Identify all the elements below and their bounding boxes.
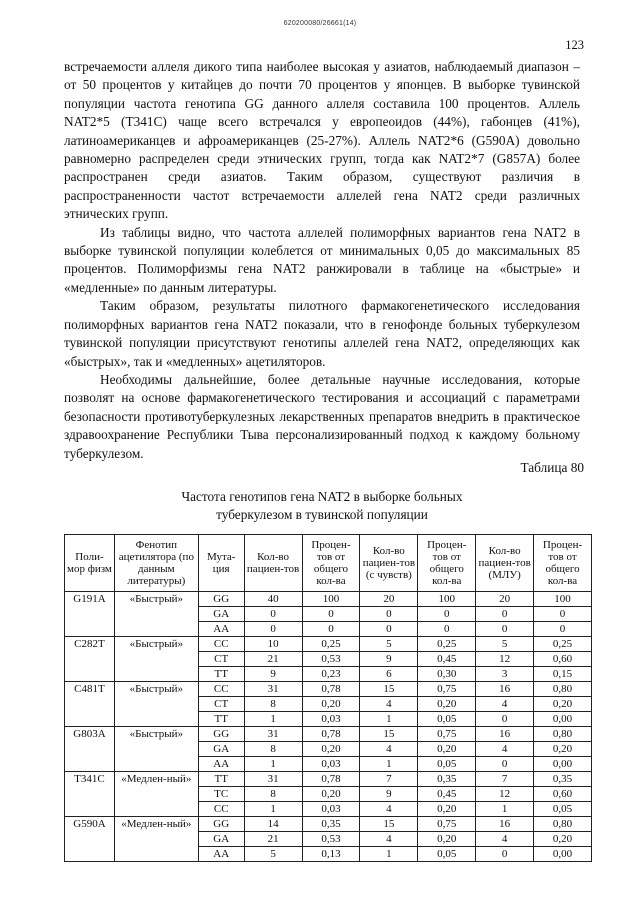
paragraph: Необходимы дальнейшие, более детальные научные исследования, которые позволят на основе фармакогенетического тестирования и ассоциаций с параметрами безопасности противотуберкулезных лекарственных препаратов внедрить в практическое здравоохранение Республики Тыва персонализированный подход к каждому больному туберкулезом. <box>64 371 580 461</box>
value-cell: 12 <box>476 787 534 802</box>
value-cell: 0,05 <box>418 712 476 727</box>
value-cell: 0,35 <box>302 817 360 832</box>
header-mutation: Мута-ция <box>198 535 244 592</box>
value-cell: 0,03 <box>302 757 360 772</box>
header-polymorphism: Поли-мор физм <box>65 535 115 592</box>
mutation-cell: CC <box>198 802 244 817</box>
value-cell: 0,35 <box>534 772 592 787</box>
value-cell: 15 <box>360 727 418 742</box>
value-cell: 15 <box>360 682 418 697</box>
phenotype-cell: «Медлен-ный» <box>114 817 198 862</box>
value-cell: 0,20 <box>534 832 592 847</box>
value-cell: 5 <box>360 637 418 652</box>
value-cell: 16 <box>476 817 534 832</box>
value-cell: 0,78 <box>302 727 360 742</box>
value-cell: 20 <box>360 592 418 607</box>
value-cell: 15 <box>360 817 418 832</box>
value-cell: 31 <box>244 727 302 742</box>
value-cell: 0,20 <box>302 742 360 757</box>
mutation-cell: AA <box>198 757 244 772</box>
paragraph: Из таблицы видно, что частота аллелей полиморфных вариантов гена NAT2 в выборке тувинской популяции колеблется от минимальных 0,05 до максимальных 85 процентов. Полиморфизмы гена NAT2 ранжировали в таблице на «быстрые» и «медленные» по данным литературы. <box>64 224 580 295</box>
polymorphism-cell: T341C <box>65 772 115 817</box>
header-patients-mdr: Кол-во пациен-тов (МЛУ) <box>476 535 534 592</box>
document-id: 620200080/26661(14) <box>283 20 357 27</box>
value-cell: 16 <box>476 727 534 742</box>
value-cell: 0 <box>476 757 534 772</box>
value-cell: 0 <box>476 607 534 622</box>
value-cell: 3 <box>476 667 534 682</box>
mutation-cell: AA <box>198 622 244 637</box>
value-cell: 0 <box>302 622 360 637</box>
value-cell: 1 <box>244 757 302 772</box>
table-row <box>65 637 592 652</box>
phenotype-cell: «Медлен-ный» <box>114 772 198 817</box>
phenotype-cell: «Быстрый» <box>114 727 198 772</box>
value-cell: 7 <box>476 772 534 787</box>
value-cell: 0,05 <box>534 802 592 817</box>
mutation-cell: CC <box>198 682 244 697</box>
value-cell: 14 <box>244 817 302 832</box>
table-title <box>64 488 580 524</box>
table-label: Таблица 80 <box>520 460 584 475</box>
mutation-cell: GA <box>198 742 244 757</box>
value-cell: 0,03 <box>302 802 360 817</box>
value-cell: 0,25 <box>534 637 592 652</box>
page-number: 123 <box>565 38 584 52</box>
value-cell: 0,15 <box>534 667 592 682</box>
header-phenotype: Фенотип ацетилятора (по данным литературы) <box>114 535 198 592</box>
value-cell: 0,78 <box>302 682 360 697</box>
value-cell: 0,75 <box>418 727 476 742</box>
header-patients-sensitive: Кол-во пациен-тов (с чувств) <box>360 535 418 592</box>
phenotype-cell: «Быстрый» <box>114 682 198 727</box>
value-cell: 4 <box>360 802 418 817</box>
value-cell: 1 <box>360 757 418 772</box>
value-cell: 1 <box>244 712 302 727</box>
value-cell: 4 <box>360 832 418 847</box>
value-cell: 5 <box>476 637 534 652</box>
value-cell: 9 <box>360 652 418 667</box>
value-cell: 31 <box>244 682 302 697</box>
table-title-line: туберкулезом в тувинской популяции <box>216 507 428 522</box>
value-cell: 0 <box>244 607 302 622</box>
value-cell: 8 <box>244 697 302 712</box>
value-cell: 0 <box>534 622 592 637</box>
value-cell: 0,05 <box>418 847 476 862</box>
value-cell: 4 <box>360 742 418 757</box>
table-header-row <box>65 535 592 592</box>
value-cell: 4 <box>476 742 534 757</box>
table-row <box>65 592 592 607</box>
value-cell: 0 <box>476 622 534 637</box>
mutation-cell: GG <box>198 817 244 832</box>
value-cell: 0 <box>534 607 592 622</box>
polymorphism-cell: G803A <box>65 727 115 772</box>
value-cell: 8 <box>244 742 302 757</box>
value-cell: 0 <box>418 622 476 637</box>
value-cell: 0,45 <box>418 652 476 667</box>
value-cell: 0,75 <box>418 817 476 832</box>
value-cell: 1 <box>360 847 418 862</box>
value-cell: 100 <box>418 592 476 607</box>
polymorphism-cell: C481T <box>65 682 115 727</box>
mutation-cell: TT <box>198 712 244 727</box>
value-cell: 21 <box>244 652 302 667</box>
value-cell: 0,05 <box>418 757 476 772</box>
value-cell: 0 <box>476 712 534 727</box>
value-cell: 12 <box>476 652 534 667</box>
value-cell: 21 <box>244 832 302 847</box>
value-cell: 0,35 <box>418 772 476 787</box>
mutation-cell: TT <box>198 667 244 682</box>
value-cell: 0,75 <box>418 682 476 697</box>
polymorphism-cell: C282T <box>65 637 115 682</box>
value-cell: 0,03 <box>302 712 360 727</box>
table-title-line: Частота генотипов гена NAT2 в выборке больных <box>181 489 463 504</box>
value-cell: 0,78 <box>302 772 360 787</box>
mutation-cell: AA <box>198 847 244 862</box>
mutation-cell: CC <box>198 637 244 652</box>
value-cell: 0,53 <box>302 832 360 847</box>
phenotype-cell: «Быстрый» <box>114 637 198 682</box>
value-cell: 9 <box>360 787 418 802</box>
value-cell: 1 <box>244 802 302 817</box>
polymorphism-cell: G191A <box>65 592 115 637</box>
value-cell: 7 <box>360 772 418 787</box>
value-cell: 0 <box>360 607 418 622</box>
value-cell: 0,20 <box>418 802 476 817</box>
value-cell: 1 <box>476 802 534 817</box>
polymorphism-cell: G590A <box>65 817 115 862</box>
value-cell: 5 <box>244 847 302 862</box>
mutation-cell: GA <box>198 832 244 847</box>
header-patients: Кол-во пациен-тов <box>244 535 302 592</box>
value-cell: 0,20 <box>418 742 476 757</box>
value-cell: 0,25 <box>302 637 360 652</box>
value-cell: 31 <box>244 772 302 787</box>
value-cell: 0,13 <box>302 847 360 862</box>
value-cell: 0,20 <box>302 787 360 802</box>
value-cell: 100 <box>302 592 360 607</box>
header-percent-sensitive: Процен-тов от общего кол-ва <box>418 535 476 592</box>
value-cell: 20 <box>476 592 534 607</box>
value-cell: 0,80 <box>534 817 592 832</box>
value-cell: 9 <box>244 667 302 682</box>
value-cell: 16 <box>476 682 534 697</box>
value-cell: 40 <box>244 592 302 607</box>
value-cell: 0 <box>244 622 302 637</box>
value-cell: 0,20 <box>418 697 476 712</box>
phenotype-cell: «Быстрый» <box>114 592 198 637</box>
value-cell: 4 <box>360 697 418 712</box>
header-percent-mdr: Процен-тов от общего кол-ва <box>534 535 592 592</box>
value-cell: 0,20 <box>418 832 476 847</box>
value-cell: 0,45 <box>418 787 476 802</box>
value-cell: 0 <box>302 607 360 622</box>
table-row <box>65 682 592 697</box>
mutation-cell: TT <box>198 772 244 787</box>
value-cell: 0,20 <box>302 697 360 712</box>
value-cell: 0,53 <box>302 652 360 667</box>
value-cell: 0,00 <box>534 847 592 862</box>
value-cell: 0,20 <box>534 697 592 712</box>
table-row <box>65 772 592 787</box>
value-cell: 8 <box>244 787 302 802</box>
value-cell: 0,00 <box>534 712 592 727</box>
value-cell: 1 <box>360 712 418 727</box>
value-cell: 0,00 <box>534 757 592 772</box>
mutation-cell: CT <box>198 652 244 667</box>
mutation-cell: CT <box>198 697 244 712</box>
header-percent: Процен-тов от общего кол-ва <box>302 535 360 592</box>
value-cell: 100 <box>534 592 592 607</box>
value-cell: 0,80 <box>534 682 592 697</box>
value-cell: 0,60 <box>534 652 592 667</box>
value-cell: 0,80 <box>534 727 592 742</box>
table-row <box>65 727 592 742</box>
paragraph: Таким образом, результаты пилотного фармакогенетического исследования полиморфных вариантов гена NAT2 показали, что в генофонде больных туберкулезом тувинской популяции присутствуют генотипы аллелей гена NAT2, определяющих как «быстрых», так и «медленных» ацетиляторов. <box>64 298 580 369</box>
value-cell: 0,30 <box>418 667 476 682</box>
value-cell: 0,25 <box>418 637 476 652</box>
value-cell: 4 <box>476 697 534 712</box>
mutation-cell: TC <box>198 787 244 802</box>
value-cell: 0 <box>418 607 476 622</box>
body-text <box>64 58 580 463</box>
value-cell: 0,20 <box>534 742 592 757</box>
value-cell: 0,23 <box>302 667 360 682</box>
mutation-cell: GG <box>198 592 244 607</box>
value-cell: 0 <box>476 847 534 862</box>
value-cell: 4 <box>476 832 534 847</box>
mutation-cell: GA <box>198 607 244 622</box>
mutation-cell: GG <box>198 727 244 742</box>
paragraph: встречаемости аллеля дикого типа наиболее высокая у азиатов, наблюдаемый диапазон – от 50 процентов у китайцев до почти 70 процентов у японцев. В выборке тувинской популяции частота генотипа GG данного аллеля составила 100 процентов. Аллель NAT2*5 (T341C) чаще всего встречался у европеоидов (44%), габонцев (41%), латиноамериканцев и афроамериканцев (25-27%). Аллель NAT2*6 (G590A) довольно равномерно распределен среди этнических групп, тогда как NAT2*7 (G857A) более распространен среди азиатов. Таким образом, существуют различия в распространенности частот встречаемости аллелей гена NAT2 среди различных этнических групп. <box>64 59 580 222</box>
value-cell: 0,60 <box>534 787 592 802</box>
genotype-table <box>64 534 592 862</box>
value-cell: 0 <box>360 622 418 637</box>
table-row <box>65 817 592 832</box>
value-cell: 6 <box>360 667 418 682</box>
value-cell: 10 <box>244 637 302 652</box>
